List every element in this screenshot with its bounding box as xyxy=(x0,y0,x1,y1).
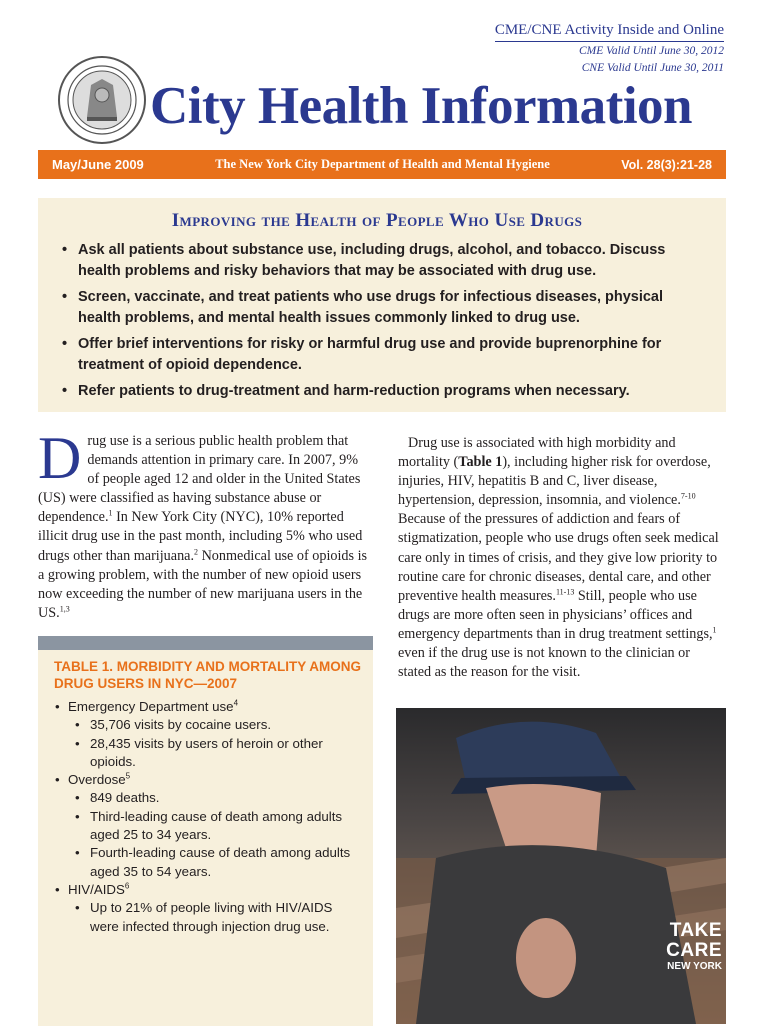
table-title: TABLE 1. MORBIDITY AND MORTALITY AMONG DRUG USERS IN NYC—2007 xyxy=(54,659,361,691)
volume-number: Vol. 28(3):21-28 xyxy=(621,157,712,172)
page-title: City Health Information xyxy=(150,77,693,135)
photo-man-praying xyxy=(396,708,726,1024)
cme-header xyxy=(394,21,724,76)
cne-valid-date: CNE Valid Until June 30, 2011 xyxy=(581,62,724,74)
list-item: • Overdose$^5$ • 849 deaths. • Third-leading cause of death among adults aged 25 to 34 years. • Fourth-leading cause of death among adults aged 35 to 54 years. xyxy=(54,771,361,881)
take-care-ny-logo: TAKE CARE NEW YORK xyxy=(666,920,722,972)
morbidity-paragraph: Drug use is associated with high morbidity and mortality (Table 1), including higher risk for overdose, injuries, HIV, hepatitis B and C, liver disease, hypertension, depression, insomnia, and violence.$^{7-10}$ Because of the pressures of addiction and fears of stigmatization, people who use drugs often seek medical care only in times of crisis, and they give low priority to routine care for chronic diseases, dental care, and other preventive health measures.$^{11-13}$ Still, people who use drugs are more often seen in physicians’ offices and emergency departments than in drug treatment settings,$^1$ even if the drug use is not known to the clinician or stated as the reason for the visit. xyxy=(398,435,719,681)
summary-bullet: • Screen, vaccinate, and treat patients who use drugs for infectious diseases, physical health problems, and mental health issues commonly linked to drug use. xyxy=(58,287,696,329)
photo-illustration xyxy=(396,708,726,1024)
summary-heading: Improving the Health of People Who Use Drugs xyxy=(171,210,583,231)
drop-cap: D xyxy=(38,425,82,491)
list-item: • Up to 21% of people living with HIV/AIDS were infected through injection drug use. xyxy=(74,899,361,936)
table-list xyxy=(54,698,361,936)
list-item: • 28,435 visits by users of heroin or other opioids. xyxy=(74,735,361,772)
issue-date: May/June 2009 xyxy=(52,157,144,172)
nyc-seal-icon xyxy=(57,55,147,145)
summary-bullet: • Refer patients to drug-treatment and harm-reduction programs when necessary. xyxy=(58,381,696,402)
department-name: The New York City Department of Health and Mental Hygiene xyxy=(215,157,550,171)
list-item: • 35,706 visits by cocaine users. xyxy=(74,716,361,734)
cme-activity-title: CME/CNE Activity Inside and Online xyxy=(495,22,724,42)
issue-banner xyxy=(38,150,726,179)
summary-box xyxy=(38,198,726,412)
list-item: • HIV/AIDS$^6$ • Up to 21% of people living with HIV/AIDS were infected through injection drug use. xyxy=(54,881,361,936)
list-item: • Third-leading cause of death among adults aged 25 to 34 years. xyxy=(74,808,361,845)
list-item: • Emergency Department use$^4$ • 35,706 visits by cocaine users. • 28,435 visits by users of heroin or other opioids. xyxy=(54,698,361,771)
summary-list xyxy=(58,240,696,402)
list-item: • Fourth-leading cause of death among adults aged 35 to 54 years. xyxy=(74,844,361,881)
table-1 xyxy=(38,636,373,1026)
intro-paragraph: Drug use is a serious public health problem that demands attention in primary care. In 2007, 9% of people aged 12 and older in the United States (US) were classified as having substance abuse or dependence.$^1$ In New York City (NYC), 10% reported illicit drug use in the past month, including 5% who used drugs other than marijuana.$^2$ Nonmedical use of opioids is a growing problem, with the number of new opioid users now exceeding the number of new marijuana users in the US.$^{1,3}$ xyxy=(38,425,368,621)
list-item: • 849 deaths. xyxy=(74,789,361,807)
summary-bullet: • Offer brief interventions for risky or harmful drug use and provide buprenorphine for treatment of opioid dependence. xyxy=(58,334,696,376)
summary-bullet: • Ask all patients about substance use, including drugs, alcohol, and tobacco. Discuss health problems and risky behaviors that may be associated with drug use. xyxy=(58,240,696,282)
cme-valid-date: CME Valid Until June 30, 2012 xyxy=(578,45,724,57)
